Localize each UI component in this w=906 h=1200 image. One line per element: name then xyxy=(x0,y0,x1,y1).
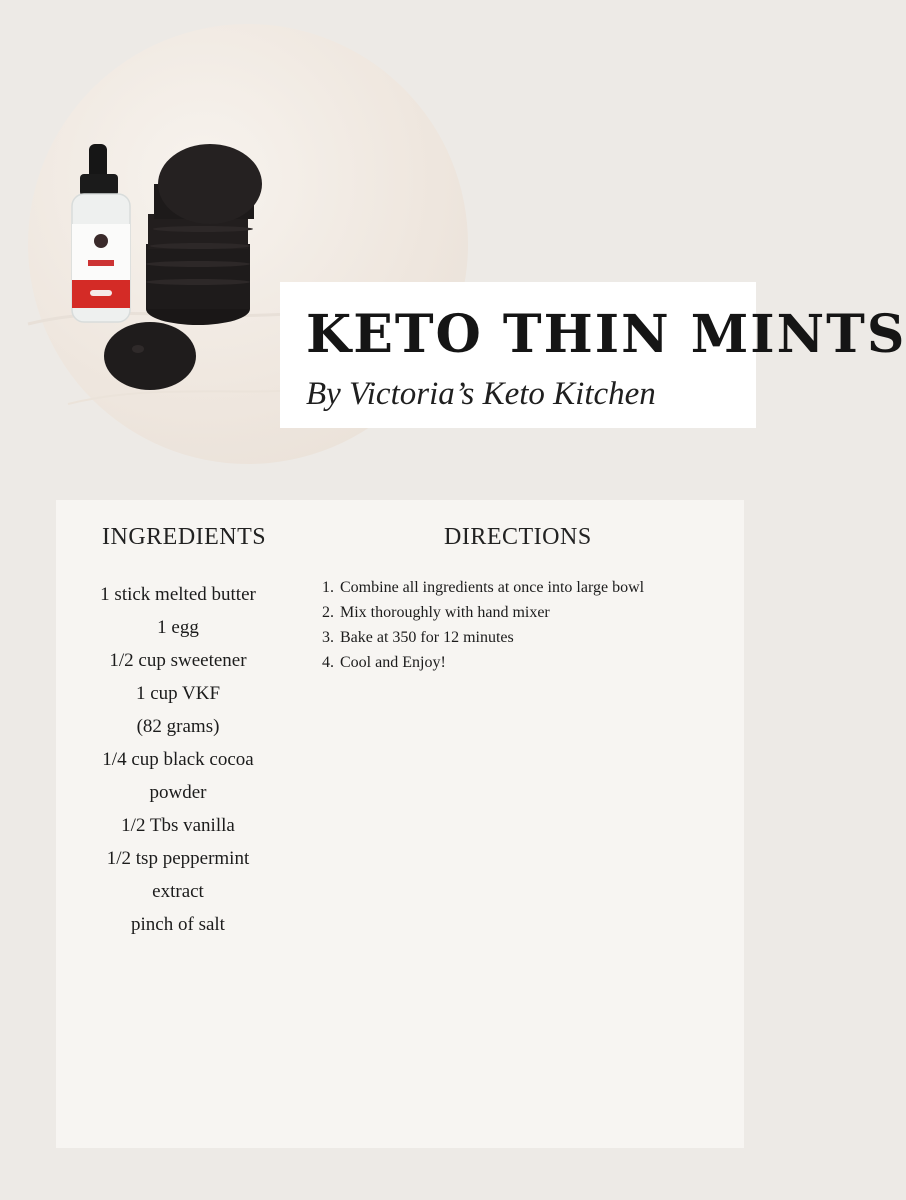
directions-heading: DIRECTIONS xyxy=(444,524,592,550)
ingredient-item: 1 stick melted butter xyxy=(100,584,256,605)
ingredients-list xyxy=(78,578,278,941)
cookie-stack xyxy=(146,144,262,325)
ingredient-item: 1/2 Tbs vanilla xyxy=(121,815,235,836)
ingredient-item: pinch of salt xyxy=(131,914,225,935)
recipe-author: By Victoria’s Keto Kitchen xyxy=(306,376,656,412)
direction-step: 4. Cool and Enjoy! xyxy=(338,650,738,675)
ingredient-item: 1/2 cup sweetener xyxy=(109,650,247,671)
single-cookie xyxy=(104,322,196,390)
direction-step: 2. Mix thoroughly with hand mixer xyxy=(338,600,738,625)
ingredient-item: 1/2 tsp peppermint xyxy=(106,848,250,869)
direction-step: 3. Bake at 350 for 12 minutes xyxy=(338,625,738,650)
recipe-title: KETO THIN MINTS xyxy=(306,304,906,365)
ingredient-item: 1 egg xyxy=(157,617,199,638)
ingredient-item: 1 cup VKF xyxy=(135,683,221,704)
peppermint-bottle xyxy=(72,144,130,322)
ingredient-item: 1/4 cup black cocoa xyxy=(102,749,254,770)
title-card xyxy=(280,282,906,428)
direction-step: 1. Combine all ingredients at once into large bowl xyxy=(338,575,738,600)
ingredient-item: (82 grams) xyxy=(136,716,220,737)
directions-list xyxy=(324,575,738,675)
ingredients-heading: INGREDIENTS xyxy=(102,524,267,550)
recipe-panel xyxy=(56,500,744,1148)
ingredient-item: powder xyxy=(149,782,207,803)
ingredient-item: extract xyxy=(152,881,204,902)
